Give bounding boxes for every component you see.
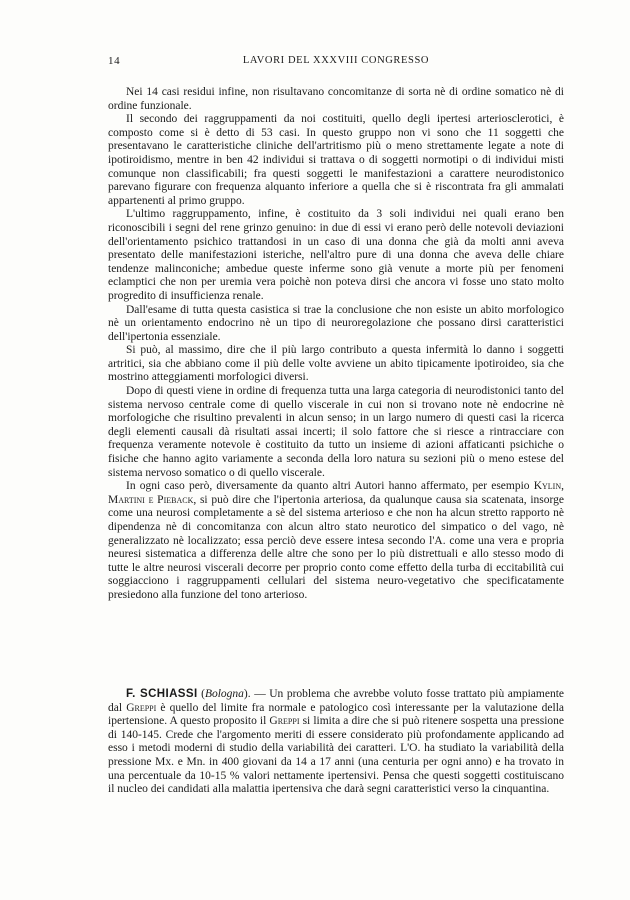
page-number: 14	[108, 55, 121, 67]
paragraph-4: Dall'esame di tutta questa casistica si trae la conclusione che non esiste un abito morfologico nè un orientamento endocrino nè un tipo di neuroregolazione che possano dirsi caratteristici dell'ipertonia essenziale.	[108, 303, 564, 343]
discussant-name: F. SCHIASSI	[126, 688, 198, 700]
discussant-city: Bologna	[204, 688, 244, 700]
paragraph-5: Si può, al massimo, dire che il più largo contributo a questa infermità lo danno i soggetti artritici, sia che abbiano come il più delle volte avviene un abito tipicamente ipotiroideo, sia che mostrino atteggiamenti morfologici diversi.	[108, 344, 564, 384]
article-body	[108, 86, 564, 603]
discussion-text-b: è quello del limite fra normale e patologico così interessante per la valutazione della ipertensione. A questo proposito il	[108, 701, 564, 728]
discussion-text-a: . — Un problema che avrebbe voluto fosse trattato più ampiamente dal	[108, 688, 564, 714]
discussion-text-c: si limita a dire che si può ritenere sospetta una pressione di 140-145. Crede che l'argomento meriti di essere considerato più profondamente applicando ad esso i metodi moderni di studio della variabilità dei caratteri. L'O. ha studiato la variabilità della pressione Mx. e Mn. in 400 giovani da 14 a 17 anni (una centuria per ogni anno) e ha trovato in una percentuale da 10-15 % valori nettamente ipertensivi. Pensa che questi soggetti costituiscano il nucleo dei candidati alla malattia ipertensiva che darà segni caratteristici verso la cinquantina.	[108, 715, 564, 796]
discussion-paragraph: F. SCHIASSI (Bologna). — Un problema che avrebbe voluto fosse trattato più ampiamente dal Greppi è quello del limite fra normale e patologico così interessante per la valutazione della ipertensione. A questo proposito il Greppi si limita a dire che si può ritenere sospetta una pressione di 140-145. Crede che l'argomento meriti di essere considerato più profondamente applicando ad esso i metodi moderni di studio della variabilità dei caratteri. L'O. ha studiato la variabilità della pressione Mx. e Mn. in 400 giovani da 14 a 17 anni (una centuria per ogni anno) e ha trovato in una percentuale da 10-15 % valori nettamente ipertensivi. Pensa che questi soggetti costituiscano il nucleo dei candidati alla malattia ipertensiva che darà segni caratteristici verso la cinquantina.	[108, 688, 564, 796]
paragraph-3: L'ultimo raggruppamento, infine, è costituito da 3 soli individui nei quali erano ben riconoscibili i segni del rene grinzo genuino: in due di essi vi erano però delle notevoli deviazioni dell'orientamento psichico trattandosi in un caso di una donna che già da molti anni aveva presentato delle manifestazioni isteriche, nell'altro pure di una donna che aveva delle chiare tendenze malinconiche; ambedue queste inferme sono già venute a morte più per fenomeni eclamptici che non per uremia vera poichè non poteva dirsi che ancora vi fosse uno stato molto progredito di insufficienza renale.	[108, 208, 564, 302]
cited-author-2: Greppi	[269, 715, 300, 728]
discussion-section	[108, 688, 564, 797]
cited-author-1: Greppi	[126, 701, 157, 714]
paragraph-7	[108, 480, 564, 602]
paragraph-1: Nei 14 casi residui infine, non risultavano concomitanze di sorta nè di ordine somatico nè di ordine funzionale.	[108, 86, 564, 112]
running-title: LAVORI DEL XXXVIII CONGRESSO	[242, 55, 430, 66]
paragraph-2: Il secondo dei raggruppamenti da noi costituiti, quello degli ipertesi arteriosclerotici, è composto come si è detto di 53 casi. In questo gruppo non vi sono che 11 soggetti che presentavano le caratteristiche cliniche dell'artritismo più o meno strettamente legate a note di ipotiroidismo, mentre in ben 42 individui si trattava o di soggetti normotipi o di individui misti comunque non classificabili; fra questi soggetti le manifestazioni a carattere neurodistonico parevano figurare con frequenza alquanto inferiore a quella che si è riscontrata fra gli ammalati appartenenti al primo gruppo.	[108, 113, 564, 207]
paragraph-7-text-b: , si può dire che l'ipertonia arteriosa, da qualunque causa sia scatenata, insorge come una neurosi completamente a sè del sistema arterioso e che non ha alcun stretto rapporto nè dipendenza nè di concomitanza con alcun altro stato neurotico del simpatico o del vago, nè generalizzato nè localizzato; essa perciò deve essere intesa secondo l'A. come una vera e propria neuresi sistematica a differenza delle altre che sono per lo più distrettuali e allo stesso modo di tutte le altre neurosi viscerali decorre per proprio conto come effetto della turba di eccitabilità cui soggiacciono i raggruppamenti cellulari del sistema neuro-vegetativo che specificatamente presiedono alla funzione del tono arterioso.	[108, 493, 564, 601]
paragraph-6: Dopo di questi viene in ordine di frequenza tutta una larga categoria di neurodistonici tanto del sistema nervoso centrale come di quello viscerale in cui non si trovano note nè endocrine nè morfologiche che risultino prevalenti in alcun senso; in un largo numero di questi casi la ricerca degli elementi causali dà risultati assai incerti; il solo fattore che si riesce a rintracciare con frequenza veramente notevole è costituito da tutto un insieme di azioni affaticanti psichiche o fisiche che hanno agito variamente a seconda della loro natura su sezioni più o meno estese del sistema nervoso somatico o di quello viscerale.	[108, 385, 564, 479]
page-header	[108, 55, 564, 71]
cited-authors: Kylin, Martini e Pieback	[108, 480, 564, 506]
paragraph-7-text-a: In ogni caso però, diversamente da quanto altri Autori hanno affermato, per esempio	[126, 480, 534, 493]
